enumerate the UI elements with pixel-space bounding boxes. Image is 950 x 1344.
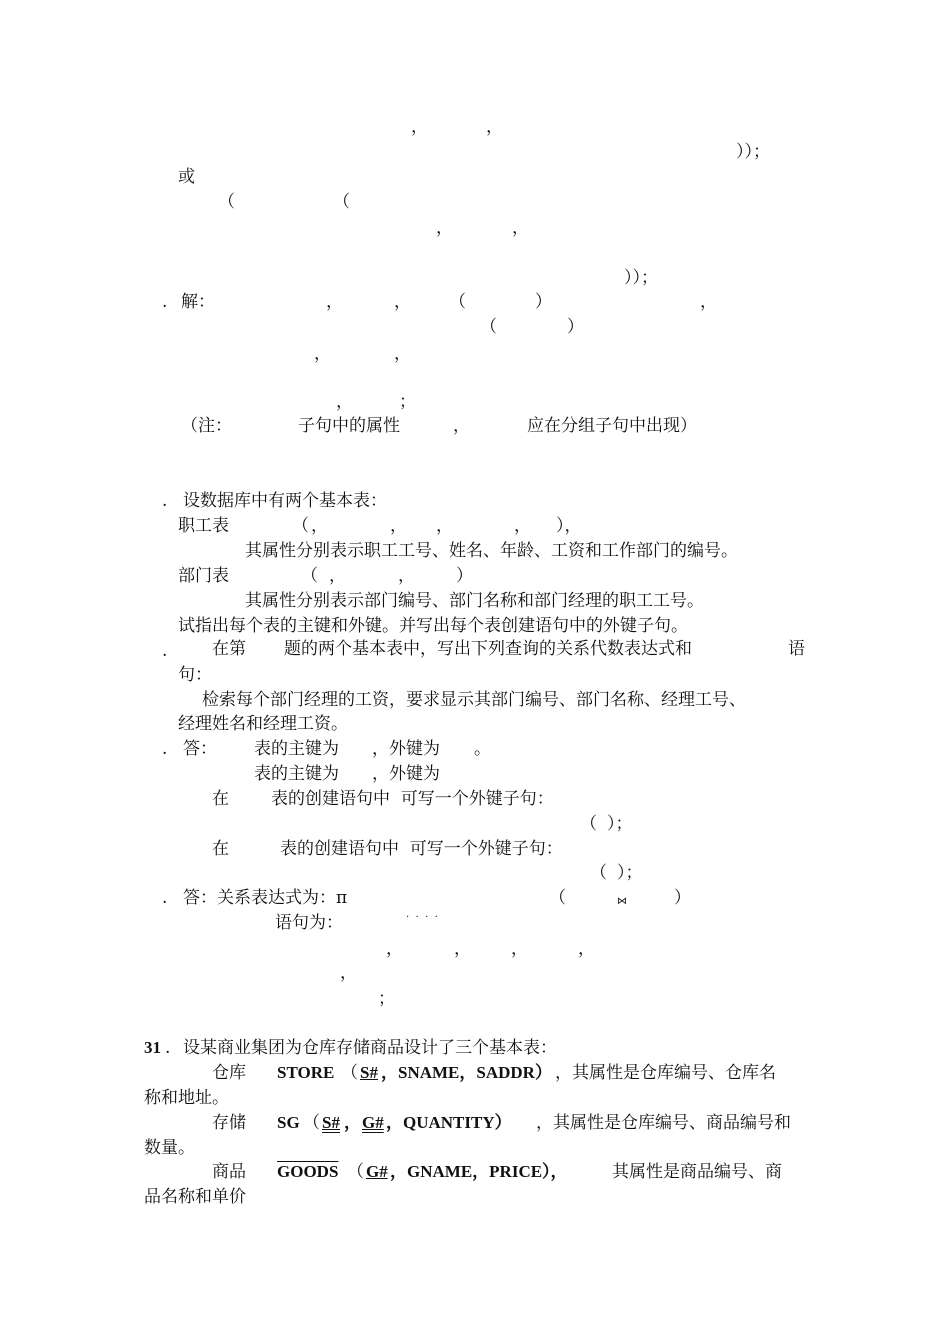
punct: ； [378,989,395,1009]
punct: ））； [736,142,770,162]
punct: ， [311,516,328,536]
pk-text: 表的主键为 [254,764,339,784]
fk-text: ，外键为 [372,739,440,759]
goods-label: 商品 [212,1162,246,1182]
punct: ； [399,392,416,412]
punct: ， [340,963,357,983]
q30-text-a: 在第 [212,639,246,659]
punct: （ [480,317,497,337]
sg-name: SG [277,1113,300,1132]
goods-desc-cont: 品名称和单价 [144,1187,246,1207]
punct: ）； [607,814,633,834]
punct: ， [386,939,403,959]
store-desc-cont: 称和地址。 [144,1088,229,1108]
emp-desc: 其属性分别表示职工工号、姓名、年龄、工资和工作部门的编号。 [245,541,738,561]
q30-text-e: 检索每个部门经理的工资，要求显示其部门编号、部门名称、经理工号、 [202,690,746,710]
note-open: （注： [181,416,232,436]
answer-label: 答： [183,739,217,759]
expr-label: 答：关系表达式为：π [183,888,348,908]
punct: ， [700,292,717,312]
goods-key: G# [366,1162,388,1181]
punct: （ [449,292,466,312]
sg-desc-cont: 数量。 [144,1138,195,1158]
punct: ， [436,218,453,238]
punct: （ [590,863,607,883]
punct: 。 [474,739,491,759]
sg-label: 存储 [212,1113,246,1133]
punct: ， [578,939,595,959]
item-number: . [162,888,168,908]
text-in: 在 [212,839,229,859]
sg-key-1: S# [322,1113,340,1132]
punct: （ [301,566,318,586]
store-label: 仓库 [212,1063,246,1083]
punct: ， [486,117,503,137]
item-number: . [162,491,168,511]
pk-text: 表的主键为 [254,739,339,759]
punct: ）； [617,863,643,883]
punct: （ [333,192,350,212]
emp-table-label: 职工表 [178,516,229,536]
sg-key-2: G# [362,1113,384,1132]
punct: ， [394,292,411,312]
goods-name: GOODS [277,1162,339,1181]
punct: （ [580,814,597,834]
sg-desc: ，其属性是仓库编号、商品编号和 [536,1113,791,1133]
punct: ， [394,344,411,364]
punct: ， [326,292,343,312]
store-desc: ，其属性是仓库编号、仓库名 [555,1063,776,1083]
note-mid: 子句中的属性 [298,416,400,436]
punct: （ [292,516,309,536]
item-number: . [162,292,168,312]
q30-text-f: 经理姓名和经理工资。 [178,714,348,734]
punct: ， [411,117,428,137]
punct: ， [512,218,529,238]
punct: ， [454,939,471,959]
q30-text-b: 题的两个基本表中，写出下列查询的关系代数表达式和 [284,639,692,659]
punct: ， [336,392,353,412]
sql-label: 语句为： [275,913,343,933]
punct: ， [314,344,331,364]
punct: ， [398,566,415,586]
clause-text: 表的创建语句中 可写一个外键子句： [280,839,563,859]
punct: ）， [556,516,582,536]
q30-text-c: 语 [788,639,805,659]
punct: ， [453,416,470,436]
punct: ））； [624,268,658,288]
punct: （ [341,1063,358,1083]
item-number: . [162,739,168,759]
note-end: 应在分组子句中出现） [527,416,697,436]
fk-text: ，外键为 [372,764,440,784]
text-in: 在 [212,789,229,809]
store-rest: ，SNAME，SADDR） [381,1063,552,1082]
dots: . . . . [406,909,438,920]
punct: ， [511,939,528,959]
punct: （ [347,1162,364,1182]
punct: ， [390,516,407,536]
text-or: 或 [178,167,195,187]
q29-ask: 试指出每个表的主键和外键。并写出每个表创建语句中的外键子句。 [178,616,688,636]
q31-number: 31 [144,1038,161,1057]
punct: （ [549,888,566,908]
goods-desc: 其属性是商品编号、商 [612,1162,782,1182]
punct: ） [456,566,473,586]
punct: ） [567,317,584,337]
q31-intro: 设某商业集团为仓库存储商品设计了三个基本表： [183,1038,557,1058]
punct: ， [514,516,531,536]
punct: （ [218,192,235,212]
text-jie: 解： [181,292,215,312]
punct: . [165,1038,171,1058]
punct: ， [329,566,346,586]
punct: ） [674,888,691,908]
punct: ） [535,292,552,312]
item-number: . [162,641,168,661]
sg-rest: ，QUANTITY） [386,1113,512,1132]
store-key: S# [360,1063,378,1082]
dept-desc: 其属性分别表示部门编号、部门名称和部门经理的职工工号。 [245,591,704,611]
goods-rest: ，GNAME，PRICE）， [390,1162,568,1181]
punct: ， [436,516,453,536]
punct: ， [344,1113,361,1132]
q29-intro: 设数据库中有两个基本表： [183,491,387,511]
punct: （ [303,1113,320,1133]
join-symbol: ⋈ [617,896,627,907]
q30-text-d: 句： [178,665,212,685]
dept-table-label: 部门表 [178,566,229,586]
store-name: STORE [277,1063,335,1082]
clause-text: 表的创建语句中 可写一个外键子句： [271,789,554,809]
